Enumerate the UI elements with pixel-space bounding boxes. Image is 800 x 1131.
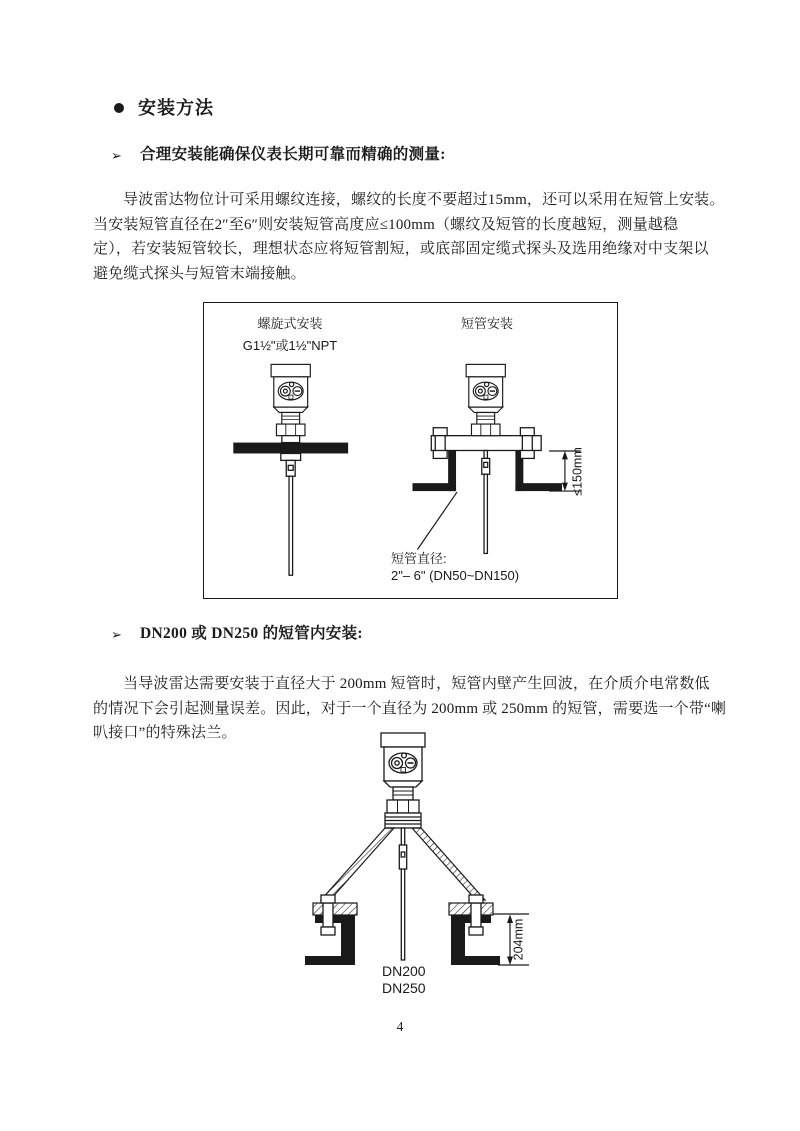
page-number: 4 bbox=[396, 1019, 404, 1034]
paragraph-line: 当安装短管直径在2″至6″则安装短管高度应≤100mm（螺纹及短管的长度越短，测量越稳 bbox=[93, 216, 679, 233]
paragraph-line: 导波雷达物位计可采用螺纹连接，螺纹的长度不要超过15mm，还可以采用在短管上安装。 bbox=[123, 192, 725, 208]
figure1-left-label-line2: G1½"或1½"NPT bbox=[242, 338, 338, 353]
figure1-dimension-label: ≤150mm bbox=[570, 447, 585, 496]
section1-title: 合理安装能确保仪表长期可靠而精确的测量: bbox=[140, 146, 446, 163]
paragraph-line: 避免缆式探头与短管末端接触。 bbox=[93, 265, 306, 282]
section2-title: DN200 或 DN250 的短管内安装: bbox=[140, 625, 363, 642]
figure1-left-label-line1: 螺旋式安装 bbox=[257, 316, 323, 331]
figure1-right-label: 短管安装 bbox=[460, 316, 513, 331]
paragraph-line: 定），若安装短管较长，理想状态应将短管割短，或底部固定缆式探头及选用绝缘对中支架以 bbox=[93, 241, 709, 257]
figure2-pipe-label-line2: DN250 bbox=[382, 980, 426, 996]
figure2-dimension-label: 204mm bbox=[511, 918, 526, 961]
arrow-bullet-icon: ➢ bbox=[111, 628, 122, 643]
arrow-bullet-icon: ➢ bbox=[111, 149, 122, 164]
figure2 bbox=[285, 730, 535, 1000]
paragraph-line: 叭接口”的特殊法兰。 bbox=[93, 725, 237, 741]
heading-bullet-icon bbox=[114, 103, 124, 113]
page-title: 安装方法 bbox=[138, 98, 214, 118]
paragraph-line: 当导波雷达需要安装于直径大于 200mm 短管时，短管内壁产生回波，在介质介电常数低 bbox=[123, 676, 710, 692]
section1-paragraph bbox=[93, 188, 725, 286]
figure1-note-line1: 短管直径: bbox=[391, 551, 447, 566]
figure2-pipe-label-line1: DN200 bbox=[382, 963, 426, 979]
paragraph-line: 的情况下会引起测量误差。因此，对于一个直径为 200mm 或 250mm 的短管，需要选一个带“喇 bbox=[93, 700, 727, 717]
figure2-drawing bbox=[285, 730, 535, 1000]
figure1-note-line2: 2"– 6" (DN50~DN150) bbox=[391, 568, 520, 583]
